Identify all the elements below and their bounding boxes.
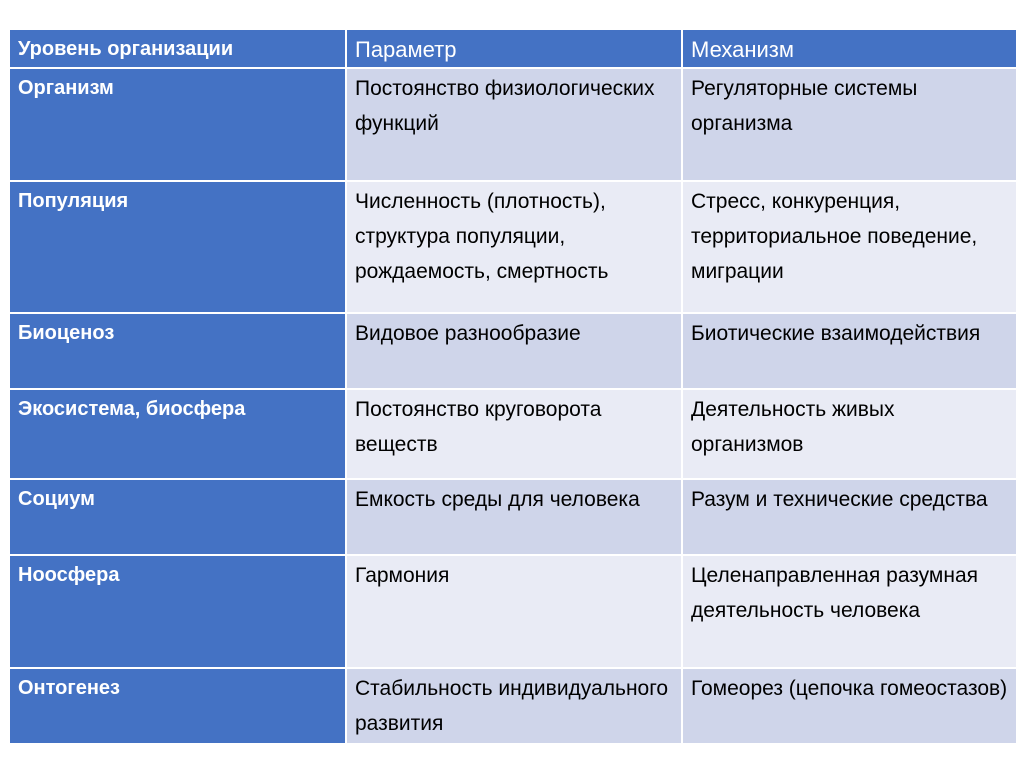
levels-table bbox=[8, 28, 1018, 745]
table-row bbox=[9, 68, 1017, 181]
row-level: Ноосфера bbox=[9, 555, 346, 668]
row-parameter: Видовое разнообразие bbox=[346, 313, 682, 389]
row-mechanism: Деятельность живых организмов bbox=[682, 389, 1017, 479]
row-mechanism: Разум и технические средства bbox=[682, 479, 1017, 555]
row-parameter: Постоянство физиологических функций bbox=[346, 68, 682, 181]
table-row bbox=[9, 668, 1017, 744]
row-level: Экосистема, биосфера bbox=[9, 389, 346, 479]
table-row bbox=[9, 479, 1017, 555]
row-mechanism: Стресс, конкуренция, территориальное поведение, миграции bbox=[682, 181, 1017, 313]
row-level: Популяция bbox=[9, 181, 346, 313]
row-level: Организм bbox=[9, 68, 346, 181]
row-level: Онтогенез bbox=[9, 668, 346, 744]
row-parameter: Численность (плотность), структура популяции, рождаемость, смертность bbox=[346, 181, 682, 313]
row-level: Социум bbox=[9, 479, 346, 555]
table-row bbox=[9, 555, 1017, 668]
row-level: Биоценоз bbox=[9, 313, 346, 389]
header-row bbox=[9, 29, 1017, 68]
row-mechanism: Гомеорез (цепочка гомеостазов) bbox=[682, 668, 1017, 744]
row-parameter: Стабильность индивидуального развития bbox=[346, 668, 682, 744]
table-row bbox=[9, 181, 1017, 313]
row-mechanism: Целенаправленная разумная деятельность человека bbox=[682, 555, 1017, 668]
row-mechanism: Регуляторные системы организма bbox=[682, 68, 1017, 181]
table-row bbox=[9, 389, 1017, 479]
row-mechanism: Биотические взаимодействия bbox=[682, 313, 1017, 389]
header-parameter: Параметр bbox=[346, 29, 682, 68]
row-parameter: Гармония bbox=[346, 555, 682, 668]
table-row bbox=[9, 313, 1017, 389]
row-parameter: Емкость среды для человека bbox=[346, 479, 682, 555]
header-mechanism: Механизм bbox=[682, 29, 1017, 68]
row-parameter: Постоянство круговорота веществ bbox=[346, 389, 682, 479]
header-level: Уровень организации bbox=[9, 29, 346, 68]
